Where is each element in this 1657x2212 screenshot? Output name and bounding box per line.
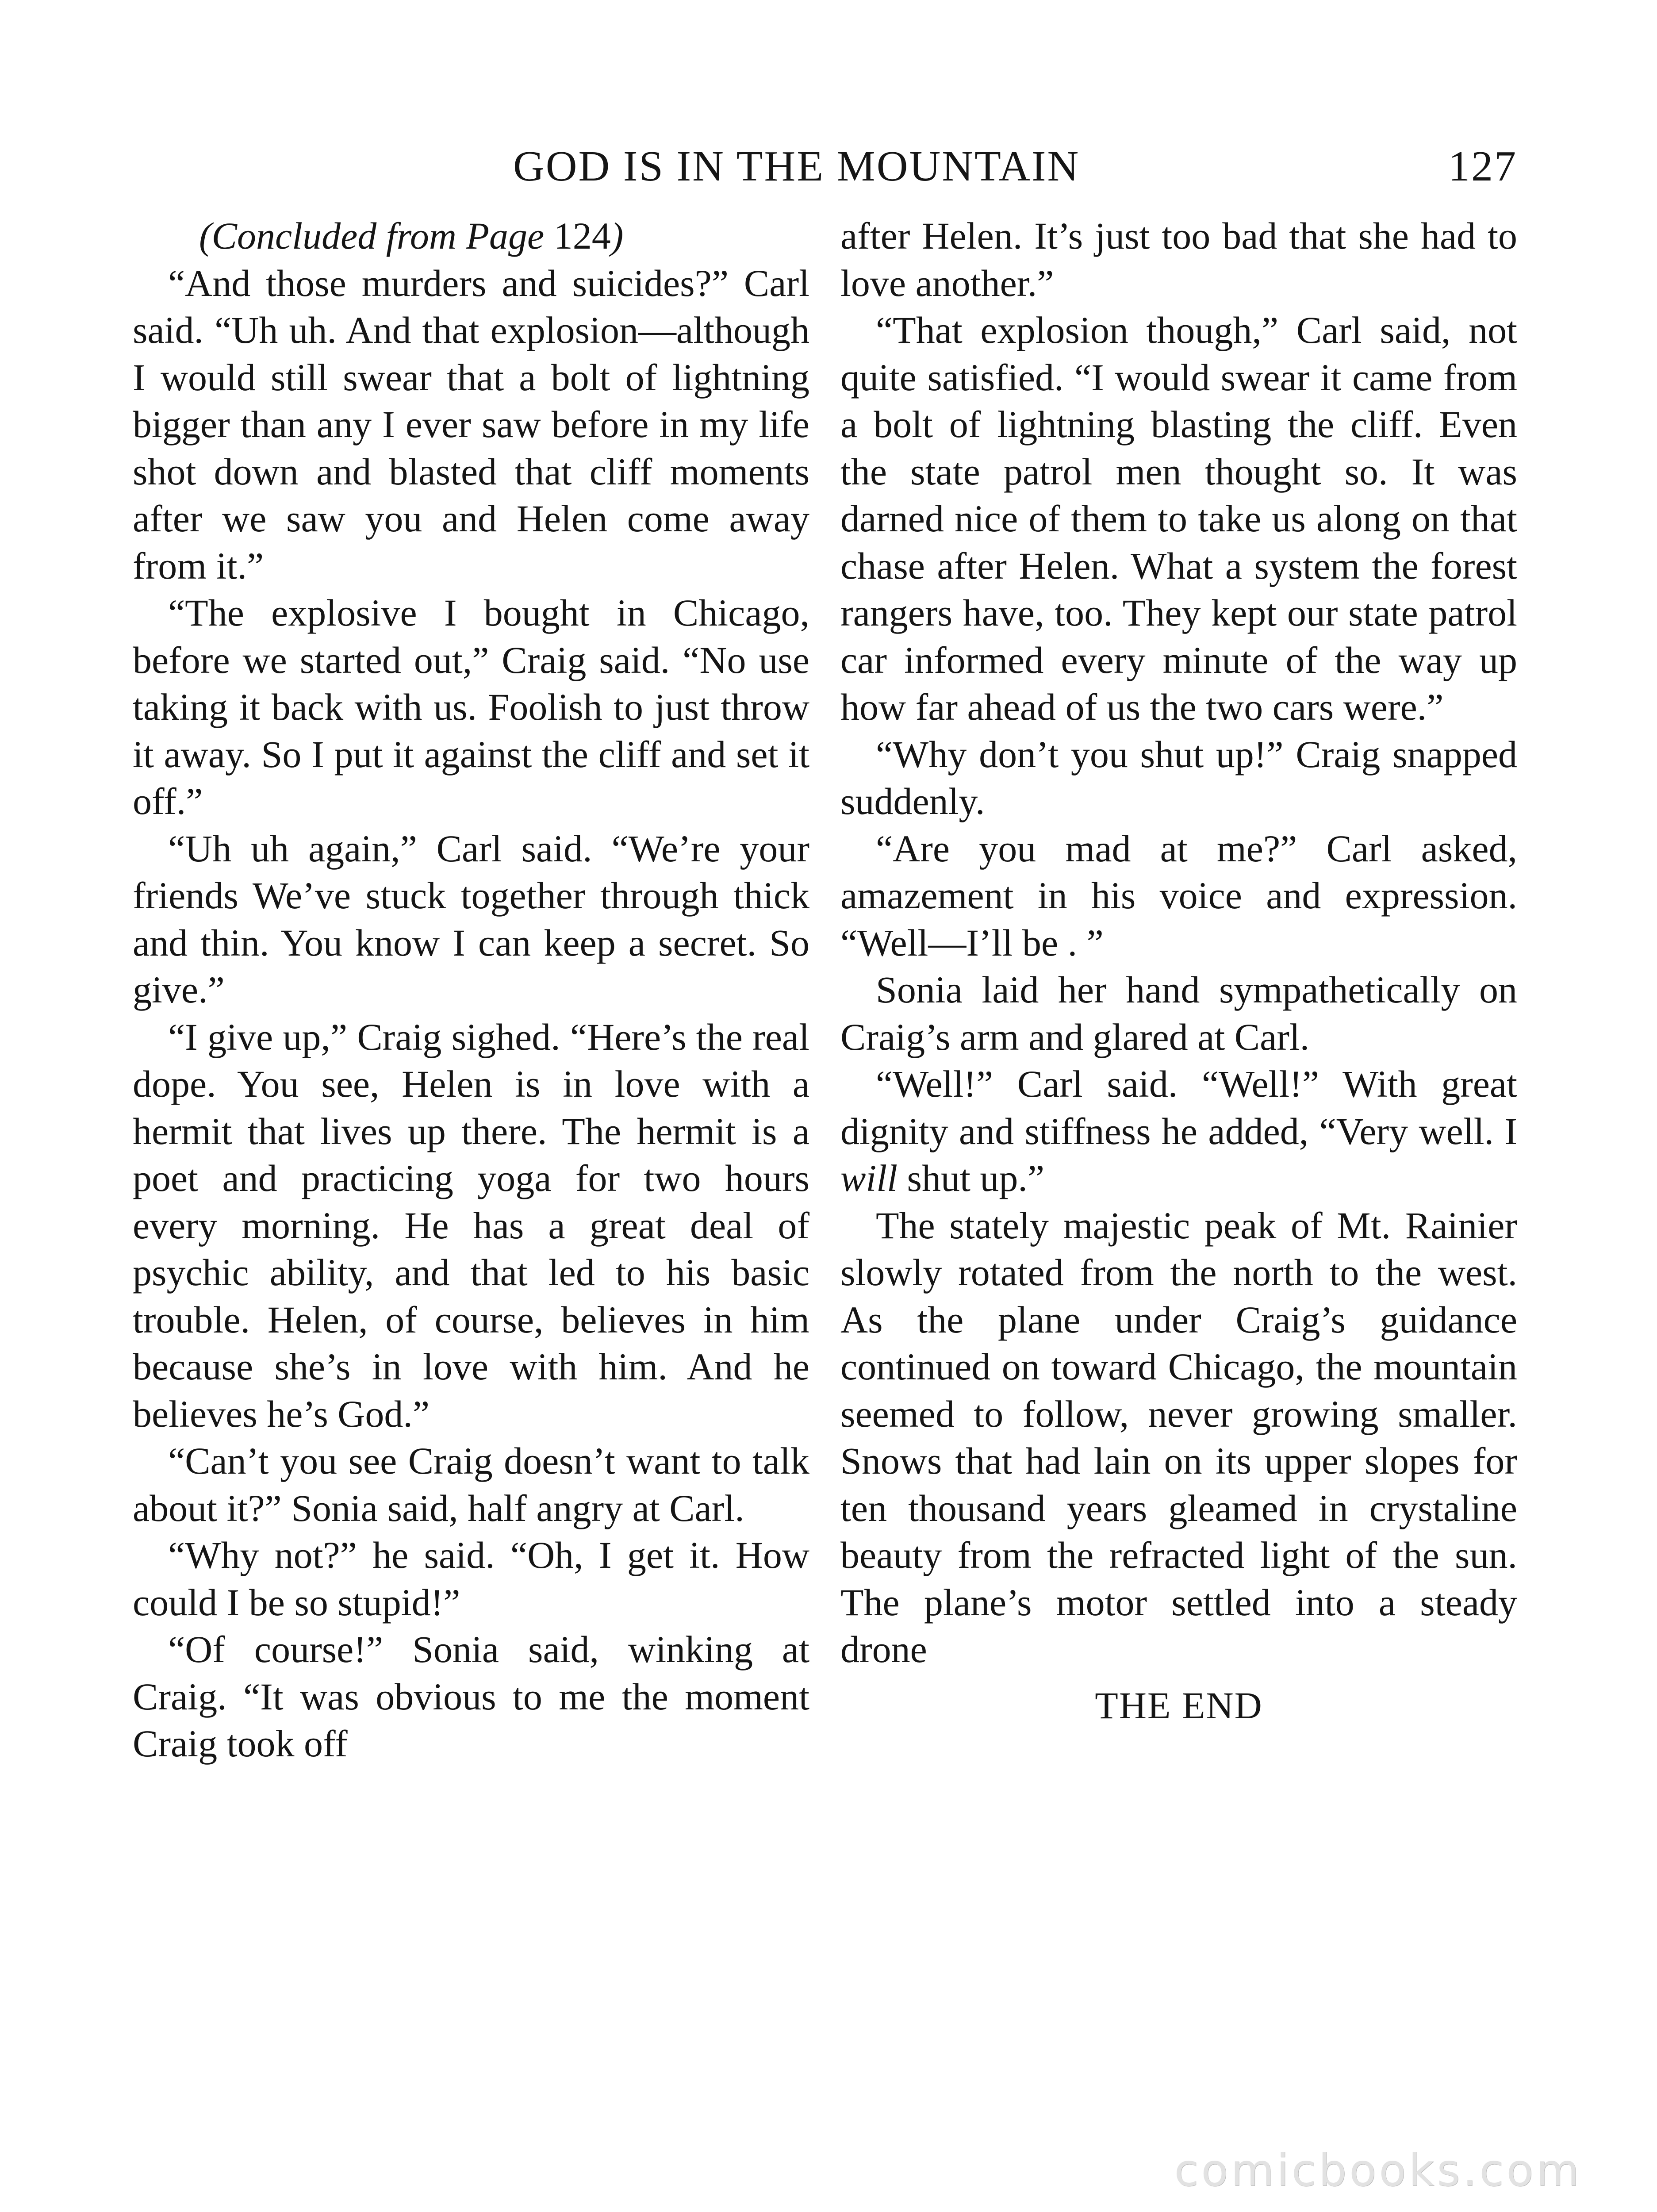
paragraph: “Can’t you see Craig doesn’t want to talk about it?” Sonia said, half angry at Carl.	[133, 1440, 809, 1529]
watermark: comicbooks.com	[1174, 2144, 1582, 2196]
running-title: GOD IS IN THE MOUNTAIN	[513, 142, 1080, 190]
paragraph: Sonia laid her hand sympathetically on Craig’s arm and glared at Carl.	[840, 968, 1517, 1058]
paragraph: “Well!” Carl said. “Well!” With great dignity and stiffness he added, “Very well. I will shut up.”	[840, 1063, 1517, 1199]
paragraph: “Uh uh again,” Carl said. “We’re your friends We’ve stuck together through thick and thin. You know I can keep a secret. So give.”	[133, 827, 809, 1011]
paragraph: “I give up,” Craig sighed. “Here’s the real dope. You see, Helen is in love with a hermit that lives up there. The hermit is a poet and practicing yoga for two hours every morning. He has a great deal of psychic ability, and that led to his basic trouble. Helen, of course, believes in him because she’s in love with him. And he believes he’s God.”	[133, 1015, 809, 1435]
paragraph: “The explosive I bought in Chicago, before we started out,” Craig said. “No use taking it back with us. Foolish to just throw it away. So I put it against the cliff and set it off.”	[133, 591, 809, 822]
continued-note: (Concluded from Page 124)	[199, 215, 624, 257]
right-column	[840, 212, 1517, 1729]
emphasis: will	[840, 1157, 898, 1199]
left-column	[133, 212, 809, 1767]
paragraph: “Why not?” he said. “Oh, I get it. How could I be so stupid!”	[133, 1534, 809, 1624]
paragraph: “Are you mad at me?” Carl asked, amazement in his voice and expression. “Well—I’ll be . ”	[840, 827, 1517, 964]
paragraph: “Why don’t you shut up!” Craig snapped suddenly.	[840, 733, 1517, 822]
paragraph: The stately majestic peak of Mt. Rainier slowly rotated from the north to the west. As the plane under Craig’s guidance continued on toward Chicago, the mountain seemed to follow, never growing smaller. Snows that had lain on its upper slopes for ten thousand years gleamed in crystaline beauty from the refracted light of the sun. The plane’s motor settled into a steady drone	[840, 1204, 1517, 1671]
continued-page-number: 124	[553, 215, 611, 257]
page-header	[133, 133, 1517, 195]
paragraph: “That explosion though,” Carl said, not quite satisfied. “I would swear it came from a bolt of lightning blasting the cliff. Even the state patrol men thought so. It was darned nice of them to take us along on that chase after Helen. What a system the forest rangers have, too. They kept our state patrol car informed every minute of the way up how far ahead of us the two cars were.”	[840, 309, 1517, 728]
paragraph: “And those murders and suicides?” Carl said. “Uh uh. And that explosion—although I would still swear that a bolt of lightning bigger than any I ever saw before in my life shot down and blasted that cliff moments after we saw you and Helen come away from it.”	[133, 261, 809, 587]
paragraph-continued: after Helen. It’s just too bad that she had to love another.”	[840, 215, 1517, 304]
the-end: THE END	[1095, 1684, 1263, 1727]
paragraph: “Of course!” Sonia said, winking at Craig. “It was obvious to me the moment Craig took off	[133, 1628, 809, 1765]
page-number: 127	[1448, 142, 1517, 190]
